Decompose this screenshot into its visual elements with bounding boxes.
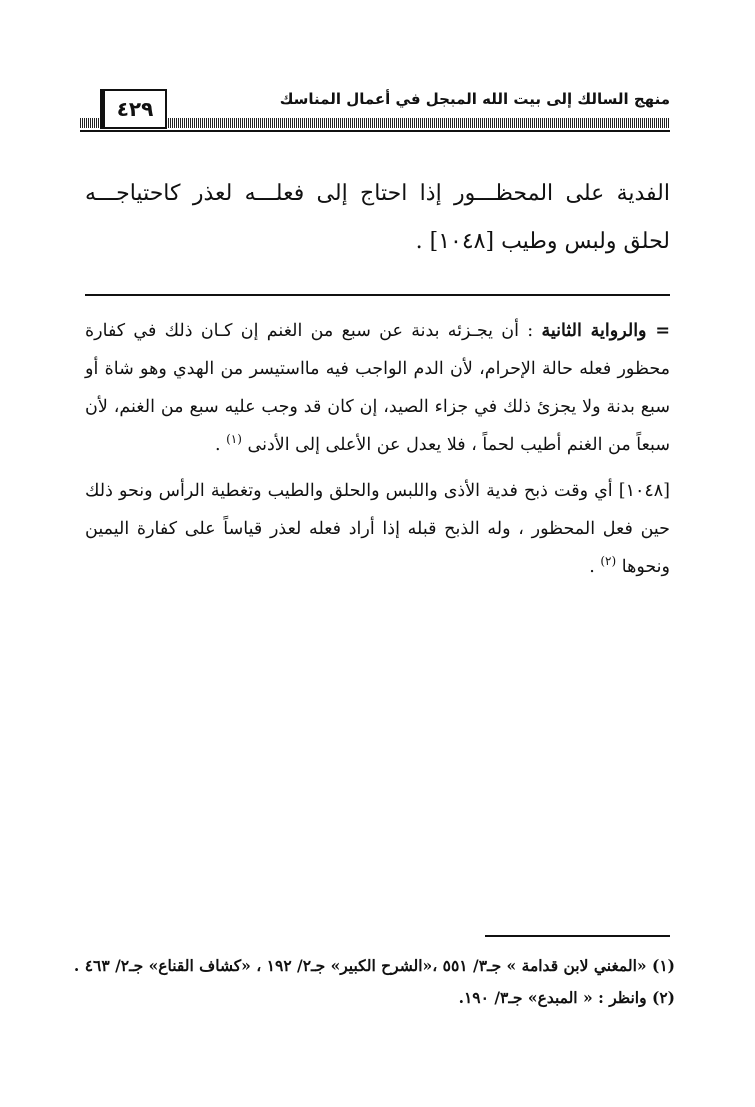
page-header — [80, 84, 670, 134]
commentary-2-end: . — [589, 557, 601, 577]
commentary-2-text: أي وقت ذبح فدية الأذى واللبس والحلق والطيب وتغطية الرأس ونحو ذلك حين فعل المحظور ، وله الذبح قبله إذا أراد فعله لعذر قياساً على كفارة اليمين ونحوها — [85, 481, 670, 577]
footnote-ref-1: (١) — [226, 432, 242, 447]
footnote-1: (١) «المغني لابن قدامة » جـ٣/ ٥٥١ ،«الشرح الكبير» جـ٢/ ١٩٢ ، «كشاف القناع» جـ٢/ ٤٦٣ . — [73, 956, 675, 975]
commentary-paragraph-2 — [85, 472, 670, 586]
footnote-divider — [485, 935, 670, 937]
commentary-2-lead: [١٠٤٨] — [618, 481, 670, 501]
footnotes — [73, 950, 675, 1014]
section-divider — [85, 294, 670, 296]
commentary-paragraph-1 — [85, 312, 670, 464]
commentary — [85, 312, 670, 594]
header-rule — [80, 118, 670, 128]
header-rule-thick — [80, 130, 670, 132]
commentary-1-text: : أن يجـزئه بدنة عن سبع من الغنم إن كـان ذلك في كفارة محظور فعله حالة الإحرام، لأن الدم الواجب فيه مااستيسر من الهدي وهو شاة أو سبع بدنة ولا يجزئ ذلك في جزاء الصيد، إن كان قد وجب عليه سبع من الغنم، لأن سبعاً من الغنم أطيب لحماً ، فلا يعدل عن الأعلى إلى الأدنى — [85, 321, 670, 455]
footnote-ref-2: (٢) — [600, 554, 617, 569]
running-title: منهج السالك إلى بيت الله المبجل في أعمال المناسك — [279, 90, 670, 108]
commentary-1-end: . — [214, 435, 227, 455]
main-text: الفدية على المحظـــور إذا احتاج إلى فعلـــه لعذر كاحتياجـــه لحلق ولبس وطيب [١٠٤٨] . — [85, 181, 670, 254]
page-number: ٤٢٩ — [100, 89, 167, 129]
commentary-1-lead: = والرواية الثانية — [541, 321, 670, 341]
footnote-2: (٢) وانظر : « المبدع» جـ٣/ ١٩٠. — [458, 988, 675, 1007]
